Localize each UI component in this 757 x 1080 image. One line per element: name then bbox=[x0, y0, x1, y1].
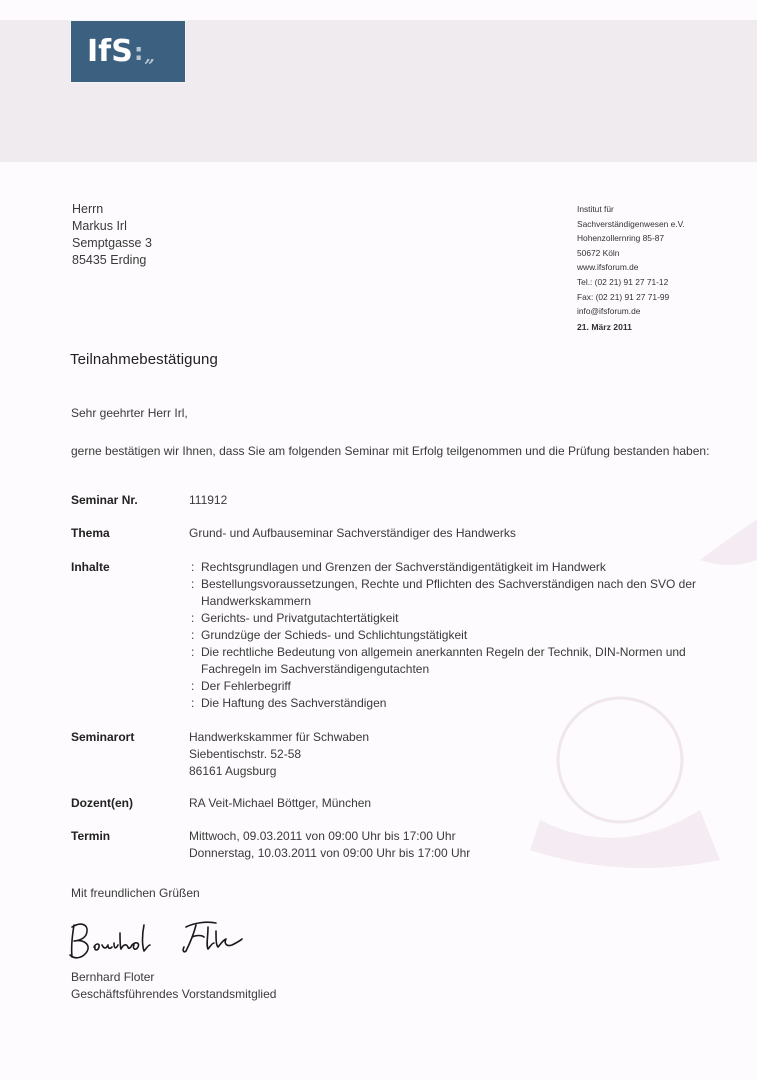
list-item bbox=[189, 695, 709, 712]
sender-line1: Institut für bbox=[577, 204, 614, 214]
intro-text: gerne bestätigen wir Ihnen, dass Sie am folgenden Seminar mit Erfolg teilgenommen und die Prüfung bestanden haben: bbox=[71, 444, 710, 458]
signer-name: Bernhard Floter bbox=[71, 970, 155, 984]
sender-city: 50672 Köln bbox=[577, 247, 620, 258]
list-item bbox=[189, 678, 709, 695]
sender-web: www.ifsforum.de bbox=[577, 262, 639, 273]
list-item-text: Die rechtliche Bedeutung von allgemein anerkannten Regeln der Technik, DIN-Normen und Fachregeln im Sachverständigengutachten bbox=[201, 645, 686, 676]
seminarort-line: Handwerkskammer für Schwaben bbox=[189, 730, 370, 744]
list-separator: : bbox=[191, 679, 195, 693]
logo-text: IfS bbox=[87, 34, 133, 69]
list-item-text: Gerichts- und Privatgutachtertätigkeit bbox=[201, 611, 399, 625]
list-separator: : bbox=[191, 611, 195, 625]
letter-date: 21. März 2011 bbox=[577, 321, 632, 332]
list-separator: : bbox=[191, 577, 195, 591]
recipient-salutation: Herrn bbox=[72, 202, 104, 216]
termin-label: Termin bbox=[71, 829, 111, 843]
logo-quote: „ bbox=[144, 46, 155, 67]
list-item-text: Rechtsgrundlagen und Grenzen der Sachverständigentätigkeit im Handwerk bbox=[201, 560, 606, 574]
sender-street: Hohenzollernring 85-87 bbox=[577, 233, 665, 244]
dozent-value: RA Veit-Michael Böttger, München bbox=[189, 796, 372, 810]
list-item bbox=[189, 559, 709, 576]
sender-tel: Tel.: (02 21) 91 27 71-12 bbox=[577, 276, 669, 287]
signer-block bbox=[71, 969, 276, 1003]
termin-line: Mittwoch, 09.03.2011 von 09:00 Uhr bis 17:00 Uhr bbox=[189, 829, 456, 843]
dozent-label: Dozent(en) bbox=[71, 796, 133, 810]
sender-address bbox=[577, 202, 685, 334]
list-separator: : bbox=[191, 628, 195, 642]
thema-label: Thema bbox=[71, 526, 110, 540]
inhalte-label: Inhalte bbox=[71, 560, 110, 574]
list-separator: : bbox=[191, 696, 195, 710]
termin-value bbox=[189, 828, 709, 862]
list-item bbox=[189, 644, 709, 678]
list-item-text: Grundzüge der Schieds- und Schlichtungstätigkeit bbox=[201, 628, 468, 642]
thema-value: Grund- und Aufbauseminar Sachverständiger des Handwerks bbox=[189, 526, 516, 540]
logo-colon: : bbox=[133, 37, 144, 66]
signer-role: Geschäftsführendes Vorstandsmitglied bbox=[71, 987, 277, 1001]
sender-line2: Sachverständigenwesen e.V. bbox=[577, 218, 685, 229]
termin-line: Donnerstag, 10.03.2011 von 09:00 Uhr bis 17:00 Uhr bbox=[189, 846, 471, 860]
list-item-text: Die Haftung des Sachverständigen bbox=[201, 696, 387, 710]
handwritten-signature bbox=[66, 915, 256, 963]
sender-fax: Fax: (02 21) 91 27 71-99 bbox=[577, 291, 670, 302]
recipient-street: Semptgasse 3 bbox=[72, 236, 152, 250]
list-item bbox=[189, 627, 709, 644]
recipient-name: Markus Irl bbox=[72, 219, 127, 233]
seminar-nr-value: 111912 bbox=[189, 493, 228, 507]
list-item-text: Bestellungsvoraussetzungen, Rechte und Pflichten des Sachverständigen nach den SVO der Handwerkskammern bbox=[201, 577, 696, 608]
page-title: Teilnahmebestätigung bbox=[70, 351, 218, 368]
closing-text: Mit freundlichen Grüßen bbox=[71, 886, 200, 900]
seminarort-line: 86161 Augsburg bbox=[189, 764, 277, 778]
list-item bbox=[189, 576, 709, 610]
seminar-nr-label: Seminar Nr. bbox=[71, 493, 138, 507]
ifs-logo bbox=[70, 20, 186, 83]
seminarort-line: Siebentischstr. 52-58 bbox=[189, 747, 302, 761]
recipient-address bbox=[72, 201, 152, 269]
sender-email: info@ifsforum.de bbox=[577, 306, 641, 317]
recipient-city: 85435 Erding bbox=[72, 253, 147, 267]
list-separator: : bbox=[191, 560, 195, 574]
seminarort-label: Seminarort bbox=[71, 730, 135, 744]
seminarort-value bbox=[189, 729, 709, 780]
list-item-text: Der Fehlerbegriff bbox=[201, 679, 291, 693]
list-item bbox=[189, 610, 709, 627]
salutation: Sehr geehrter Herr Irl, bbox=[71, 406, 188, 420]
list-separator: : bbox=[191, 645, 195, 659]
inhalte-list bbox=[189, 559, 709, 712]
